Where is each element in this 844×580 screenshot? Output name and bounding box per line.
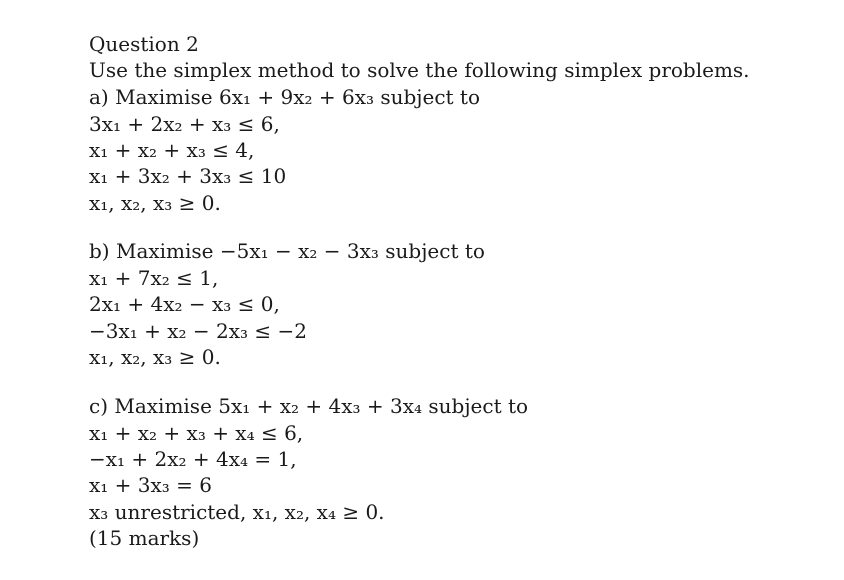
part-a-objective: a) Maximise 6x₁ + 9x₂ + 6x₃ subject to xyxy=(89,85,481,109)
part-b-nonnegativity: x₁, x₂, x₃ ≥ 0. xyxy=(89,345,221,369)
question-marks: (15 marks) xyxy=(89,526,200,550)
part-c-objective: c) Maximise 5x₁ + x₂ + 4x₃ + 3x₄ subject to xyxy=(89,394,529,418)
part-a-nonnegativity: x₁, x₂, x₃ ≥ 0. xyxy=(89,191,221,215)
part-b-constraint-2: 2x₁ + 4x₂ − x₃ ≤ 0, xyxy=(89,292,280,316)
part-a-constraint-2: x₁ + x₂ + x₃ ≤ 4, xyxy=(89,138,255,162)
part-a-constraint-1: 3x₁ + 2x₂ + x₃ ≤ 6, xyxy=(89,112,280,136)
part-b-objective: b) Maximise −5x₁ − x₂ − 3x₃ subject to xyxy=(89,239,485,263)
part-b-constraint-1: x₁ + 7x₂ ≤ 1, xyxy=(89,266,219,290)
part-c-constraint-2: −x₁ + 2x₂ + 4x₄ = 1, xyxy=(89,447,297,471)
question-instruction: Use the simplex method to solve the following simplex problems. xyxy=(89,58,750,82)
part-c-variable-conditions: x₃ unrestricted, x₁, x₂, x₄ ≥ 0. xyxy=(89,500,385,524)
part-c-constraint-1: x₁ + x₂ + x₃ + x₄ ≤ 6, xyxy=(89,421,304,445)
part-a-constraint-3: x₁ + 3x₂ + 3x₃ ≤ 10 xyxy=(89,164,287,188)
part-b-constraint-3: −3x₁ + x₂ − 2x₃ ≤ −2 xyxy=(89,319,307,343)
part-c-constraint-3: x₁ + 3x₃ = 6 xyxy=(89,473,212,497)
question-title: Question 2 xyxy=(89,32,199,56)
